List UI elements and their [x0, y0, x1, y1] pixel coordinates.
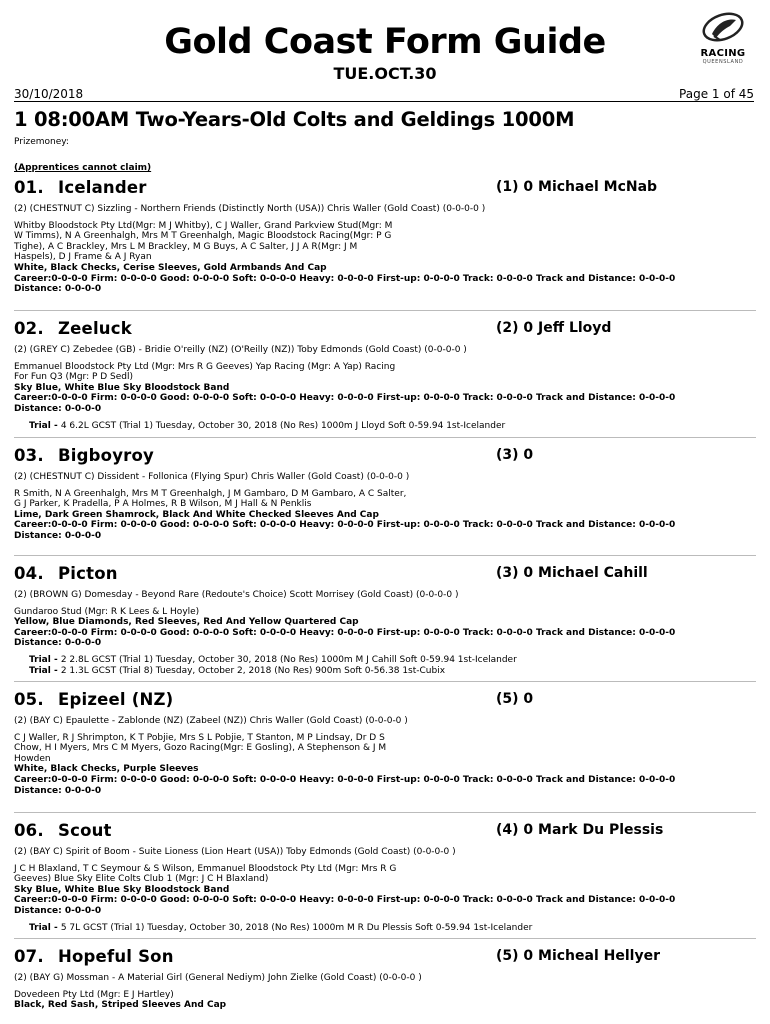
barrier-jockey: (3) 0 Michael Cahill — [496, 565, 648, 581]
career-stats: Career:0-0-0-0 Firm: 0-0-0-0 Good: 0-0-0-0 Soft: 0-0-0-0 Heavy: 0-0-0-0 First-up: 0-0-0-0 Track: 0-0-0-0 Track and Distance: 0-0-0-0 — [14, 627, 676, 638]
owners-line: R Smith, N A Greenhalgh, Mrs M T Greenhalgh, J M Gambaro, D M Gambaro, A C Salter, — [14, 488, 407, 499]
runner-name: Picton — [58, 564, 118, 583]
prizemoney: Prizemoney: — [14, 137, 69, 147]
distance-stats: Distance: 0-0-0-0 — [14, 905, 102, 916]
pedigree-trainer: (2) (BAY C) Spirit of Boom - Suite Lioness (Lion Heart (USA)) Toby Edmonds (Gold Coast) (0-0-0-0 ) — [14, 847, 456, 857]
runner-divider — [14, 310, 756, 311]
racing-queensland-logo — [690, 12, 756, 65]
runner-number: 06. — [14, 821, 44, 840]
racing-colours: Black, Red Sash, Striped Sleeves And Cap — [14, 1000, 227, 1011]
career-stats: Career:0-0-0-0 Firm: 0-0-0-0 Good: 0-0-0-0 Soft: 0-0-0-0 Heavy: 0-0-0-0 First-up: 0-0-0-0 Track: 0-0-0-0 Track and Distance: 0-0-0-0 — [14, 273, 676, 284]
owners-line: C J Waller, R J Shrimpton, K T Pobjie, Mrs S L Pobjie, T Stanton, M P Lindsay, Dr D S — [14, 732, 385, 743]
runner-name-row — [14, 319, 756, 339]
racing-colours: White, Black Checks, Cerise Sleeves, Gold Armbands And Cap — [14, 262, 327, 273]
runner-entry — [14, 690, 756, 796]
owners-line: Emmanuel Bloodstock Pty Ltd (Mgr: Mrs R G Geeves) Yap Racing (Mgr: A Yap) Racing — [14, 361, 396, 372]
owners-line: W Timms), N A Greenhalgh, Mrs M T Greenhalgh, Magic Bloodstock Racing(Mgr: P G — [14, 231, 392, 242]
racing-colours: White, Black Checks, Purple Sleeves — [14, 764, 199, 775]
page-number: Page 1 of 45 — [679, 87, 754, 101]
distance-stats: Distance: 0-0-0-0 — [14, 785, 102, 796]
racing-colours: Sky Blue, White Blue Sky Bloodstock Band — [14, 382, 230, 393]
owners-line: Chow, H I Myers, Mrs C M Myers, Gozo Racing(Mgr: E Gosling), A Stephenson & J M — [14, 743, 387, 754]
pedigree-trainer: (2) (BROWN G) Domesday - Beyond Rare (Redoute's Choice) Scott Morrisey (Gold Coast) (0-0-0-0 ) — [14, 590, 459, 600]
barrier-jockey: (3) 0 — [496, 447, 534, 463]
trial-line — [14, 655, 756, 666]
pedigree-trainer: (2) (CHESTNUT C) Dissident - Follonica (Flying Spur) Chris Waller (Gold Coast) (0-0-0-0 ) — [14, 472, 410, 482]
race-title: 1 08:00AM Two-Years-Old Colts and Geldings 1000M — [14, 108, 575, 131]
runner-number: 03. — [14, 446, 44, 465]
owners-line: For Fun Q3 (Mgr: P D Sedl) — [14, 372, 134, 383]
barrier-jockey: (5) 0 — [496, 691, 534, 707]
runner-number: 05. — [14, 690, 44, 709]
runner-name: Zeeluck — [58, 319, 132, 338]
runner-name: Icelander — [58, 178, 147, 197]
career-stats: Career:0-0-0-0 Firm: 0-0-0-0 Good: 0-0-0-0 Soft: 0-0-0-0 Heavy: 0-0-0-0 First-up: 0-0-0-0 Track: 0-0-0-0 Track and Distance: 0-0-0-0 — [14, 895, 676, 906]
runner-name-row — [14, 690, 756, 710]
racing-colours: Sky Blue, White Blue Sky Bloodstock Band — [14, 884, 230, 895]
trial-label: Trial - — [29, 922, 61, 933]
runner-divider — [14, 681, 756, 682]
owners-line: Tighe), A C Brackley, Mrs L M Brackley, M G Buys, A C Salter, J J A R(Mgr: J M — [14, 241, 358, 252]
runner-entry — [14, 947, 756, 1011]
logo-subtext: QUEENSLAND — [702, 59, 744, 65]
trial-line — [14, 421, 756, 432]
runner-entry — [14, 319, 756, 431]
runner-divider — [14, 938, 756, 939]
logo-text: RACING — [700, 48, 746, 59]
owners-line: Haspels), D J Frame & A J Ryan — [14, 252, 152, 263]
owners-line: Howden — [14, 753, 51, 764]
header-divider — [14, 101, 754, 102]
runner-entry — [14, 564, 756, 676]
owners-line: Whitby Bloodstock Pty Ltd(Mgr: M J Whitby), C J Waller, Grand Parkview Stud(Mgr: M — [14, 220, 393, 231]
runner-name: Scout — [58, 821, 112, 840]
page-title: Gold Coast Form Guide — [164, 22, 606, 62]
distance-stats: Distance: 0-0-0-0 — [14, 284, 102, 295]
pedigree-trainer: (2) (GREY C) Zebedee (GB) - Bridie O'reilly (NZ) (O'Reilly (NZ)) Toby Edmonds (Gold Coast) (0-0-0-0 ) — [14, 345, 467, 355]
distance-stats: Distance: 0-0-0-0 — [14, 638, 102, 649]
trial-result: 5 7L GCST (Trial 1) Tuesday, October 30, 2018 (No Res) 1000m M R Du Plessis Soft 0-59.94 1st-Icelander — [60, 922, 533, 933]
pedigree-trainer: (2) (BAY G) Mossman - A Material Girl (General Nediym) John Zielke (Gold Coast) (0-0-0-0 ) — [14, 973, 422, 983]
trial-label: Trial - — [29, 654, 61, 665]
runner-divider — [14, 812, 756, 813]
career-stats: Career:0-0-0-0 Firm: 0-0-0-0 Good: 0-0-0-0 Soft: 0-0-0-0 Heavy: 0-0-0-0 First-up: 0-0-0-0 Track: 0-0-0-0 Track and Distance: 0-0-0-0 — [14, 774, 676, 785]
runner-entry — [14, 178, 756, 295]
runner-entry — [14, 821, 756, 933]
meeting-date-heading: TUE.OCT.30 — [333, 64, 437, 83]
runner-divider — [14, 555, 756, 556]
horse-head-icon — [690, 12, 756, 42]
owners-line: G J Parker, K Pradella, P A Holmes, R B Wilson, M J Hall & N Penklis — [14, 499, 312, 510]
owners-line: Geeves) Blue Sky Elite Colts Club 1 (Mgr: J C H Blaxland) — [14, 874, 269, 885]
racing-colours: Lime, Dark Green Shamrock, Black And White Checked Sleeves And Cap — [14, 509, 379, 520]
owners-line: Gundaroo Stud (Mgr: R K Lees & L Hoyle) — [14, 606, 200, 617]
career-stats: Career:0-0-0-0 Firm: 0-0-0-0 Good: 0-0-0-0 Soft: 0-0-0-0 Heavy: 0-0-0-0 First-up: 0-0-0-0 Track: 0-0-0-0 Track and Distance: 0-0-0-0 — [14, 393, 676, 404]
print-date: 30/10/2018 — [14, 87, 84, 101]
career-stats: Career:0-0-0-0 Firm: 0-0-0-0 Good: 0-0-0-0 Soft: 0-0-0-0 Heavy: 0-0-0-0 First-up: 0-0-0-0 Track: 0-0-0-0 Track and Distance: 0-0-0-0 — [14, 520, 676, 531]
distance-stats: Distance: 0-0-0-0 — [14, 530, 102, 541]
trial-line — [14, 666, 756, 677]
owners-line: Dovedeen Pty Ltd (Mgr: E J Hartley) — [14, 989, 174, 1000]
trial-result: 4 6.2L GCST (Trial 1) Tuesday, October 30, 2018 (No Res) 1000m J Lloyd Soft 0-59.94 1st-Icelander — [60, 420, 506, 431]
owners-line: J C H Blaxland, T C Seymour & S Wilson, Emmanuel Bloodstock Pty Ltd (Mgr: Mrs R G — [14, 863, 397, 874]
pedigree-trainer: (2) (BAY C) Epaulette - Zablonde (NZ) (Zabeel (NZ)) Chris Waller (Gold Coast) (0-0-0-0 ) — [14, 716, 408, 726]
trial-line — [14, 923, 756, 934]
trial-result: 2 1.3L GCST (Trial 8) Tuesday, October 2, 2018 (No Res) 900m Soft 0-56.38 1st-Cubix — [60, 665, 446, 676]
distance-stats: Distance: 0-0-0-0 — [14, 403, 102, 414]
runner-divider — [14, 437, 756, 438]
runner-entry — [14, 446, 756, 542]
barrier-jockey: (2) 0 Jeff Lloyd — [496, 320, 612, 336]
runner-name: Epizeel (NZ) — [58, 690, 174, 709]
trial-label: Trial - — [29, 665, 61, 676]
racing-colours: Yellow, Blue Diamonds, Red Sleeves, Red And Yellow Quartered Cap — [14, 617, 359, 628]
runner-name-row — [14, 446, 756, 466]
runner-number: 04. — [14, 564, 44, 583]
trial-label: Trial - — [29, 420, 61, 431]
runner-number: 01. — [14, 178, 44, 197]
runner-name: Bigboyroy — [58, 446, 154, 465]
barrier-jockey: (5) 0 Micheal Hellyer — [496, 948, 660, 964]
pedigree-trainer: (2) (CHESTNUT C) Sizzling - Northern Friends (Distinctly North (USA)) Chris Waller (Gold Coast) (0-0-0-0 ) — [14, 204, 486, 214]
runner-number: 02. — [14, 319, 44, 338]
barrier-jockey: (4) 0 Mark Du Plessis — [496, 822, 664, 838]
barrier-jockey: (1) 0 Michael McNab — [496, 179, 658, 195]
runner-name: Hopeful Son — [58, 947, 174, 966]
trial-result: 2 2.8L GCST (Trial 1) Tuesday, October 30, 2018 (No Res) 1000m M J Cahill Soft 0-59.94 1st-Icelander — [60, 654, 517, 665]
runner-number: 07. — [14, 947, 44, 966]
race-conditions-note: (Apprentices cannot claim) — [14, 163, 152, 173]
